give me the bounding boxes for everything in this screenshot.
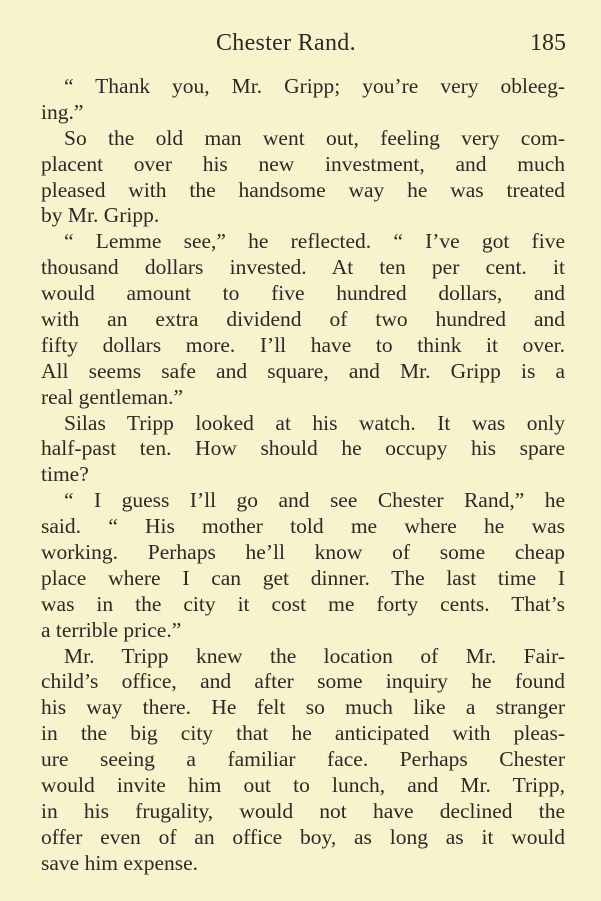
text-line: his way there. He felt so much like a stranger	[41, 695, 565, 720]
text-line: was in the city it cost me forty cents. That’s	[41, 591, 565, 616]
text-line: child’s office, and after some inquiry he found	[41, 669, 565, 694]
text-line: “ Lemme see,” he reflected. “ I’ve got five	[64, 229, 565, 254]
text-line: thousand dollars invested. At ten per cent. it	[41, 255, 565, 280]
text-line: half-past ten. How should he occupy his spare	[41, 436, 565, 461]
text-line: real gentleman.”	[41, 384, 184, 409]
text-line: So the old man went out, feeling very com-	[64, 125, 565, 150]
text-line: offer even of an office boy, as long as it would	[41, 824, 565, 849]
text-line: by Mr. Gripp.	[41, 203, 160, 228]
text-line: “ Thank you, Mr. Gripp; you’re very obleeg-	[64, 74, 565, 98]
running-title: Chester Rand.	[216, 30, 356, 56]
text-line: place where I can get dinner. The last time I	[41, 565, 565, 590]
text-line: in the big city that he anticipated with pleas-	[41, 721, 565, 746]
text-line: “ I guess I’ll go and see Chester Rand,” he	[64, 488, 565, 513]
text-line: with an extra dividend of two hundred and	[41, 307, 565, 332]
text-line: placent over his new investment, and much	[41, 151, 565, 176]
text-line: fifty dollars more. I’ll have to think it over.	[41, 332, 565, 357]
text-line: in his frugality, would not have declined the	[41, 798, 565, 823]
text-line: time?	[41, 462, 89, 487]
text-line: working. Perhaps he’ll know of some cheap	[41, 540, 565, 565]
text-line: All seems safe and square, and Mr. Gripp is a	[41, 358, 565, 383]
page-header	[0, 30, 601, 64]
text-line: save him expense.	[41, 850, 199, 875]
text-line: would invite him out to lunch, and Mr. Tripp,	[41, 773, 565, 798]
body-text	[41, 74, 565, 877]
text-line: a terrible price.”	[41, 617, 182, 642]
text-line: ing.”	[41, 99, 84, 124]
page-number: 185	[530, 30, 566, 56]
text-line: said. “ His mother told me where he was	[41, 514, 565, 539]
text-line: ure seeing a familiar face. Perhaps Chester	[41, 747, 565, 772]
text-line: Silas Tripp looked at his watch. It was only	[64, 410, 565, 435]
text-line: Mr. Tripp knew the location of Mr. Fair-	[64, 643, 565, 668]
text-line: would amount to five hundred dollars, and	[41, 281, 565, 306]
text-line: pleased with the handsome way he was treated	[41, 177, 565, 202]
